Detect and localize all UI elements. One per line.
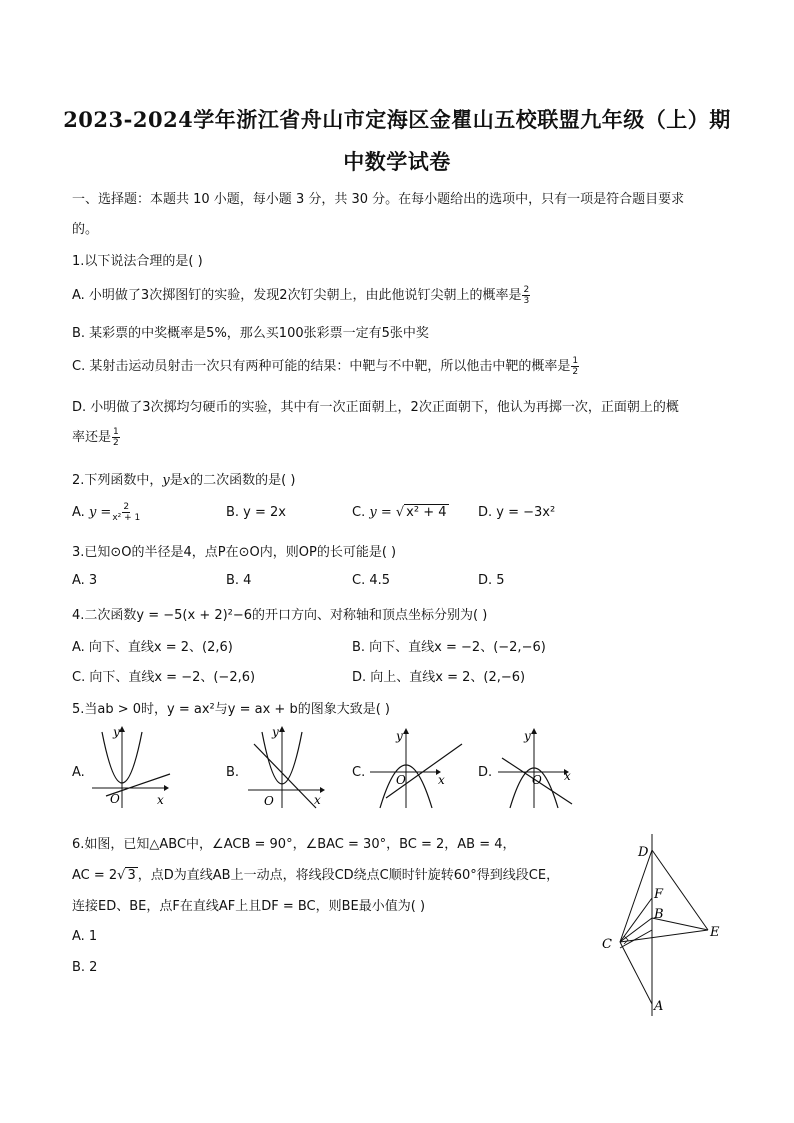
- q1-option-d-fraction: [112, 427, 120, 448]
- label-b: B: [654, 907, 664, 922]
- section-header-line1: 一、选择题：本题共 10 小题，每小题 3 分，共 30 分。在每小题给出的选项中，只有一项是符合题目要求: [72, 192, 685, 207]
- q4-option-d: D. 向上、直线x = 2、(2,−6): [352, 670, 526, 685]
- q2-option-a-lhs: y =: [88, 505, 112, 520]
- q5-graph-a: [88, 724, 178, 810]
- q6-line3: 连接ED、BE，点F在直线AF上且DF = BC，则BE最小值为( ): [72, 899, 426, 914]
- y-axis-arrow: [403, 728, 409, 734]
- q4-stem: 4.二次函数y = −5(x + 2)²−6的开口方向、对称轴和顶点坐标分别为( ): [72, 608, 488, 623]
- q2-option-a-fraction: [112, 502, 140, 523]
- q1-option-d-line2: [72, 426, 121, 448]
- q6-option-b: B. 2: [72, 960, 98, 975]
- segment-cd: [620, 850, 652, 942]
- frac-numerator: 1: [113, 427, 119, 437]
- q2-option-b: B. y = 2x: [226, 505, 286, 520]
- q6-line2-pre: AC = 2: [72, 868, 118, 883]
- q5-stem: 5.当ab > 0时，y = ax²与y = ax + b的图象大致是( ): [72, 702, 390, 717]
- frac-numerator: 2: [523, 285, 530, 295]
- q3-option-c: C. 4.5: [352, 573, 391, 588]
- frac-denominator: 2: [113, 438, 119, 448]
- q1-option-d-text: 率还是: [72, 430, 112, 445]
- origin-label: O: [532, 773, 542, 787]
- x-axis-arrow: [164, 785, 169, 791]
- label-f: F: [654, 887, 664, 902]
- q2-option-c-radicand: x² + 4: [406, 505, 447, 520]
- frac-denominator: x² + 1: [112, 513, 141, 523]
- q2-option-c-lhs: y =: [369, 505, 392, 520]
- q5-graph-b: [246, 724, 336, 810]
- q6-option-a: A. 1: [72, 929, 98, 944]
- x-label: x: [157, 793, 164, 807]
- q1-option-c-fraction: [571, 356, 579, 377]
- origin-label: O: [264, 794, 274, 808]
- q2-option-a-label: A.: [72, 505, 85, 520]
- frac-numerator: 1: [572, 356, 579, 366]
- q2-option-a: [72, 502, 141, 523]
- y-label: y: [396, 729, 403, 743]
- q6-line2-radicand: 3: [127, 868, 136, 883]
- q1-option-b: B. 某彩票的中奖概率是5%，那么买100张彩票一定有5张中奖: [72, 326, 429, 341]
- q2-stem-x: x: [182, 473, 191, 488]
- q1-option-d-line1: D. 小明做了3次掷均匀硬币的实验，其中有一次正面朝上，2次正面朝下，他认为再掷一次，正面朝上的概: [72, 400, 679, 415]
- paper-title-line1: 2023-2024学年浙江省舟山市定海区金瞿山五校联盟九年级（上）期: [63, 107, 731, 132]
- q5-option-a-label: A.: [72, 765, 85, 780]
- q4-option-a: A. 向下、直线x = 2、(2,6): [72, 640, 233, 655]
- q2-option-c-label: C.: [352, 505, 366, 520]
- label-d: D: [638, 845, 649, 860]
- q1-stem: 1.以下说法合理的是( ): [72, 254, 203, 269]
- q2-stem-pre: 2.下列函数中，: [72, 473, 163, 488]
- q3-option-b: B. 4: [226, 573, 252, 588]
- x-label: x: [314, 793, 321, 807]
- q3-option-a: A. 3: [72, 573, 98, 588]
- label-a: A: [654, 999, 664, 1014]
- q5-graph-d: [494, 724, 584, 810]
- label-c: C: [602, 937, 612, 952]
- q2-stem-post: 的二次函数的是( ): [190, 473, 296, 488]
- q4-option-b: B. 向下、直线x = −2、(−2,−6): [352, 640, 546, 655]
- y-axis-arrow: [279, 726, 285, 732]
- frac-denominator: 2: [572, 367, 579, 377]
- q2-stem-mid: 是: [169, 473, 183, 488]
- y-label: y: [272, 725, 279, 739]
- section-header-line2: 的。: [72, 222, 99, 237]
- q1-option-a-text: A. 小明做了3次掷图钉的实验，发现2次钉尖朝上，由此他说钉尖朝上的概率是: [72, 288, 522, 303]
- y-axis-arrow: [531, 728, 537, 734]
- q6-line2-post: ，点D为直线AB上一动点，将线段CD绕点C顺时针旋转60°得到线段CE，: [137, 868, 560, 883]
- x-label: x: [564, 769, 571, 783]
- frac-numerator: 2: [123, 502, 130, 512]
- q6-line1: 6.如图，已知△ABC中，∠ACB = 90°，∠BAC = 30°，BC = 2，AB = 4，: [72, 837, 516, 852]
- q6-line2: AC = 2√ 3 ，点D为直线AB上一动点，将线段CD绕点C顺时针旋转60°得到线段CE，: [72, 868, 560, 883]
- y-label: y: [524, 729, 531, 743]
- segment-cf: [620, 898, 652, 942]
- label-e: E: [710, 925, 720, 940]
- q5-option-b-label: B.: [226, 765, 240, 780]
- q2-stem: [72, 469, 295, 488]
- y-axis-arrow: [119, 726, 125, 732]
- q5-option-d-label: D.: [478, 765, 493, 780]
- origin-label: O: [110, 792, 120, 806]
- q4-option-c: C. 向下、直线x = −2、(−2,6): [72, 670, 256, 685]
- q1-option-a: [72, 284, 531, 306]
- q1-option-a-fraction: [522, 285, 530, 306]
- q2-option-c: C. y = √ x² + 4: [352, 505, 447, 520]
- q1-option-c-text: C. 某射击运动员射击一次只有两种可能的结果：中靶与不中靶，所以他击中靶的概率是: [72, 359, 571, 374]
- q3-stem: 3.已知⊙O的半径是4，点P在⊙O内，则OP的长可能是( ): [72, 545, 397, 560]
- q5-graph-c: [366, 724, 466, 810]
- q1-option-c: [72, 355, 580, 377]
- frac-denominator: 3: [523, 296, 530, 306]
- q2-option-d: D. y = −3x²: [478, 505, 556, 520]
- q5-option-c-label: C.: [352, 765, 366, 780]
- origin-label: O: [396, 773, 406, 787]
- q3-option-d: D. 5: [478, 573, 505, 588]
- segment-ca: [620, 942, 652, 1004]
- q6-geometry-figure: [596, 830, 736, 1020]
- x-label: x: [438, 773, 445, 787]
- line: [386, 744, 462, 798]
- paper-title-line2: 中数学试卷: [343, 149, 451, 174]
- y-label: y: [113, 725, 120, 739]
- q2-stem-y: y: [162, 473, 170, 488]
